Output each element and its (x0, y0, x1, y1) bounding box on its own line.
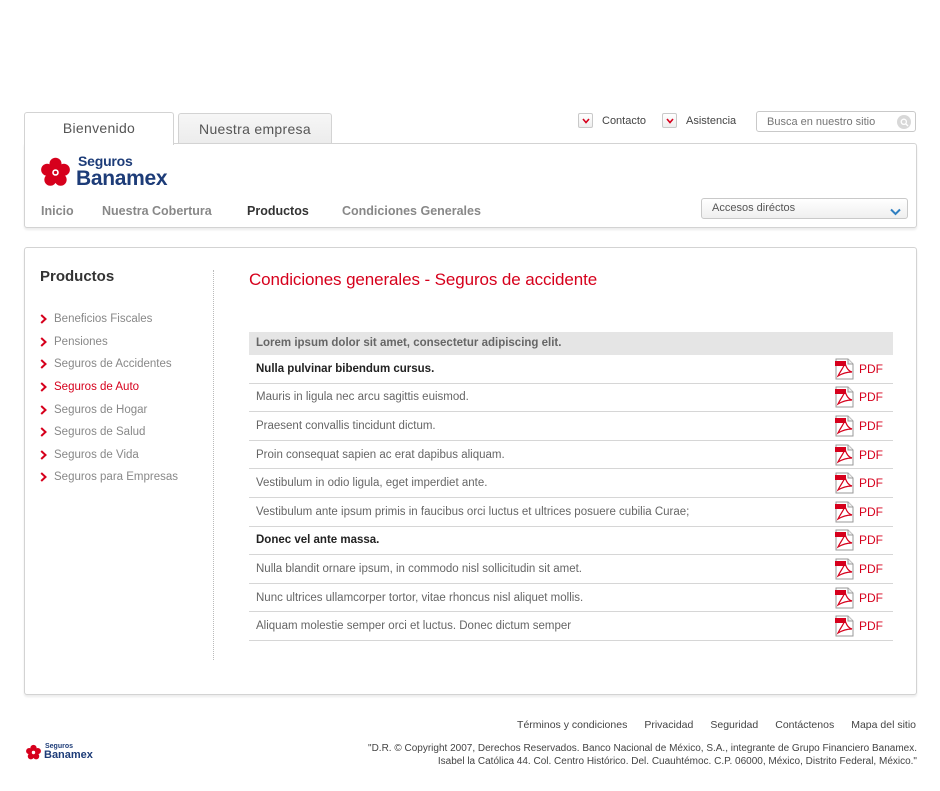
footer-link-seguridad[interactable]: Seguridad (710, 719, 759, 731)
sidebar-item[interactable] (40, 308, 215, 331)
arrow-right-icon (40, 382, 47, 392)
pdf-file-icon (835, 358, 854, 380)
sidebar-item[interactable] (40, 466, 215, 489)
arrow-right-icon (40, 405, 47, 415)
chevron-down-icon (578, 113, 593, 128)
arrow-right-icon (40, 359, 47, 369)
asistencia-label: Asistencia (686, 114, 737, 127)
logo[interactable] (39, 154, 167, 189)
nav-nuestra-cobertura[interactable]: Nuestra Cobertura (102, 204, 212, 218)
tab-bienvenido[interactable]: Bienvenido (24, 112, 174, 145)
row-text: Proin consequat sapien ac erat dapibus aliquam. (256, 448, 505, 461)
sidebar-item-label: Seguros de Hogar (54, 403, 148, 416)
arrow-right-icon (40, 450, 47, 460)
pdf-file-icon (835, 501, 854, 523)
sidebar-item[interactable] (40, 353, 215, 376)
footer-logo-banamex-text: Banamex (44, 749, 93, 761)
table-row (249, 584, 893, 613)
search-input[interactable] (767, 116, 892, 128)
pdf-label: PDF (859, 361, 883, 376)
pdf-label: PDF (859, 504, 883, 519)
sidebar-item[interactable] (40, 421, 215, 444)
header-panel (24, 143, 917, 228)
row-text: Nulla blandit ornare ipsum, in commodo nisl sollicitudin sit amet. (256, 562, 582, 575)
pdf-label: PDF (859, 619, 883, 634)
pdf-download-link[interactable] (835, 415, 883, 437)
pdf-label: PDF (859, 590, 883, 605)
row-text: Vestibulum in odio ligula, eget imperdiet ante. (256, 477, 488, 490)
pdf-file-icon (835, 444, 854, 466)
row-text: Donec vel ante massa. (256, 534, 380, 547)
pdf-download-link[interactable] (835, 529, 883, 551)
arrow-right-icon (40, 427, 47, 437)
nav-condiciones-generales[interactable]: Condiciones Generales (342, 204, 481, 218)
row-text: Praesent convallis tincidunt dictum. (256, 419, 436, 432)
copyright-line-2: Isabel la Católica 44. Col. Centro Histórico. Del. Cuauhtémoc. C.P. 06000, México, Distrito Federal, México." (437, 755, 917, 767)
banamex-flower-icon (39, 156, 72, 189)
table-row (249, 498, 893, 527)
contacto-label: Contacto (602, 114, 647, 127)
pdf-file-icon (835, 529, 854, 551)
table-row (249, 355, 893, 384)
table-row (249, 527, 893, 556)
copyright-line-1: "D.R. © Copyright 2007, Derechos Reservados. Banco Nacional de México, S.A., integrante de Grupo Financiero Banamex. (368, 743, 917, 754)
search-icon[interactable] (897, 115, 911, 129)
nav-inicio[interactable]: Inicio (41, 204, 74, 218)
sidebar-list (40, 308, 215, 489)
documents-table (249, 332, 893, 641)
table-row (249, 555, 893, 584)
sidebar-item[interactable] (40, 444, 215, 467)
footer-logo[interactable] (25, 743, 93, 761)
sidebar-item-label: Seguros de Auto (54, 381, 140, 394)
table-row (249, 612, 893, 641)
footer-logo-seguros-text: Seguros (45, 743, 74, 750)
pdf-label: PDF (859, 533, 883, 548)
logo-banamex-text: Banamex (76, 167, 168, 190)
tab-nuestra-empresa[interactable]: Nuestra empresa (178, 113, 332, 144)
sidebar (40, 268, 215, 489)
pdf-label: PDF (859, 418, 883, 433)
copyright-text (368, 743, 917, 768)
banamex-flower-icon (25, 744, 42, 761)
pdf-download-link[interactable] (835, 615, 883, 637)
pdf-download-link[interactable] (835, 587, 883, 609)
table-row (249, 384, 893, 413)
sidebar-item-label: Seguros de Salud (54, 426, 146, 439)
pdf-file-icon (835, 587, 854, 609)
pdf-download-link[interactable] (835, 444, 883, 466)
table-row (249, 412, 893, 441)
footer-link-terminos[interactable]: Términos y condiciones (517, 719, 628, 731)
footer-link-contactenos[interactable]: Contáctenos (775, 719, 835, 731)
logo-seguros-text: Seguros (78, 153, 133, 169)
accesos-directos-select[interactable] (701, 198, 908, 219)
pdf-label: PDF (859, 447, 883, 462)
pdf-label: PDF (859, 561, 883, 576)
sidebar-item-label: Pensiones (54, 335, 108, 348)
pdf-download-link[interactable] (835, 386, 883, 408)
pdf-download-link[interactable] (835, 558, 883, 580)
sidebar-item[interactable] (40, 398, 215, 421)
pdf-file-icon (835, 415, 854, 437)
pdf-file-icon (835, 386, 854, 408)
table-row (249, 469, 893, 498)
search-box (756, 111, 916, 132)
table-row (249, 441, 893, 470)
sidebar-item[interactable] (40, 376, 215, 399)
sidebar-item-label: Seguros de Accidentes (54, 358, 172, 371)
row-text: Mauris in ligula nec arcu sagittis euismod. (256, 391, 469, 404)
pdf-file-icon (835, 558, 854, 580)
row-text: Vestibulum ante ipsum primis in faucibus orci luctus et ultrices posuere cubilia Curae; (256, 505, 690, 518)
sidebar-item[interactable] (40, 331, 215, 354)
row-text: Nunc ultrices ullamcorper tortor, vitae rhoncus nisl aliquet mollis. (256, 591, 584, 604)
chevron-down-icon (662, 113, 677, 128)
contacto-link[interactable] (578, 113, 646, 128)
pdf-label: PDF (859, 476, 883, 491)
page-title: Condiciones generales - Seguros de accidente (249, 270, 598, 289)
chevron-down-icon (890, 204, 901, 223)
footer-link-privacidad[interactable]: Privacidad (644, 719, 694, 731)
sidebar-title: Productos (40, 268, 115, 285)
arrow-right-icon (40, 314, 47, 324)
arrow-right-icon (40, 472, 47, 482)
row-text: Aliquam molestie semper orci et luctus. Donec dictum semper (256, 620, 572, 633)
sidebar-divider (213, 270, 214, 660)
accesos-directos-label: Accesos diréctos (712, 202, 796, 214)
sidebar-item-label: Beneficios Fiscales (54, 313, 153, 326)
asistencia-link[interactable] (662, 113, 736, 128)
content-panel (24, 247, 917, 695)
sidebar-item-label: Seguros para Empresas (54, 471, 179, 484)
pdf-download-link[interactable] (835, 358, 883, 380)
row-text: Nulla pulvinar bibendum cursus. (256, 362, 435, 375)
footer-links (500, 719, 916, 731)
pdf-download-link[interactable] (835, 472, 883, 494)
arrow-right-icon (40, 337, 47, 347)
footer-link-mapa[interactable]: Mapa del sitio (851, 719, 916, 731)
pdf-download-link[interactable] (835, 501, 883, 523)
pdf-label: PDF (859, 390, 883, 405)
pdf-file-icon (835, 615, 854, 637)
main-content (249, 270, 893, 641)
nav-productos[interactable]: Productos (247, 204, 309, 218)
pdf-file-icon (835, 472, 854, 494)
table-header: Lorem ipsum dolor sit amet, consectetur adipiscing elit. (249, 332, 893, 355)
sidebar-item-label: Seguros de Vida (54, 448, 139, 461)
